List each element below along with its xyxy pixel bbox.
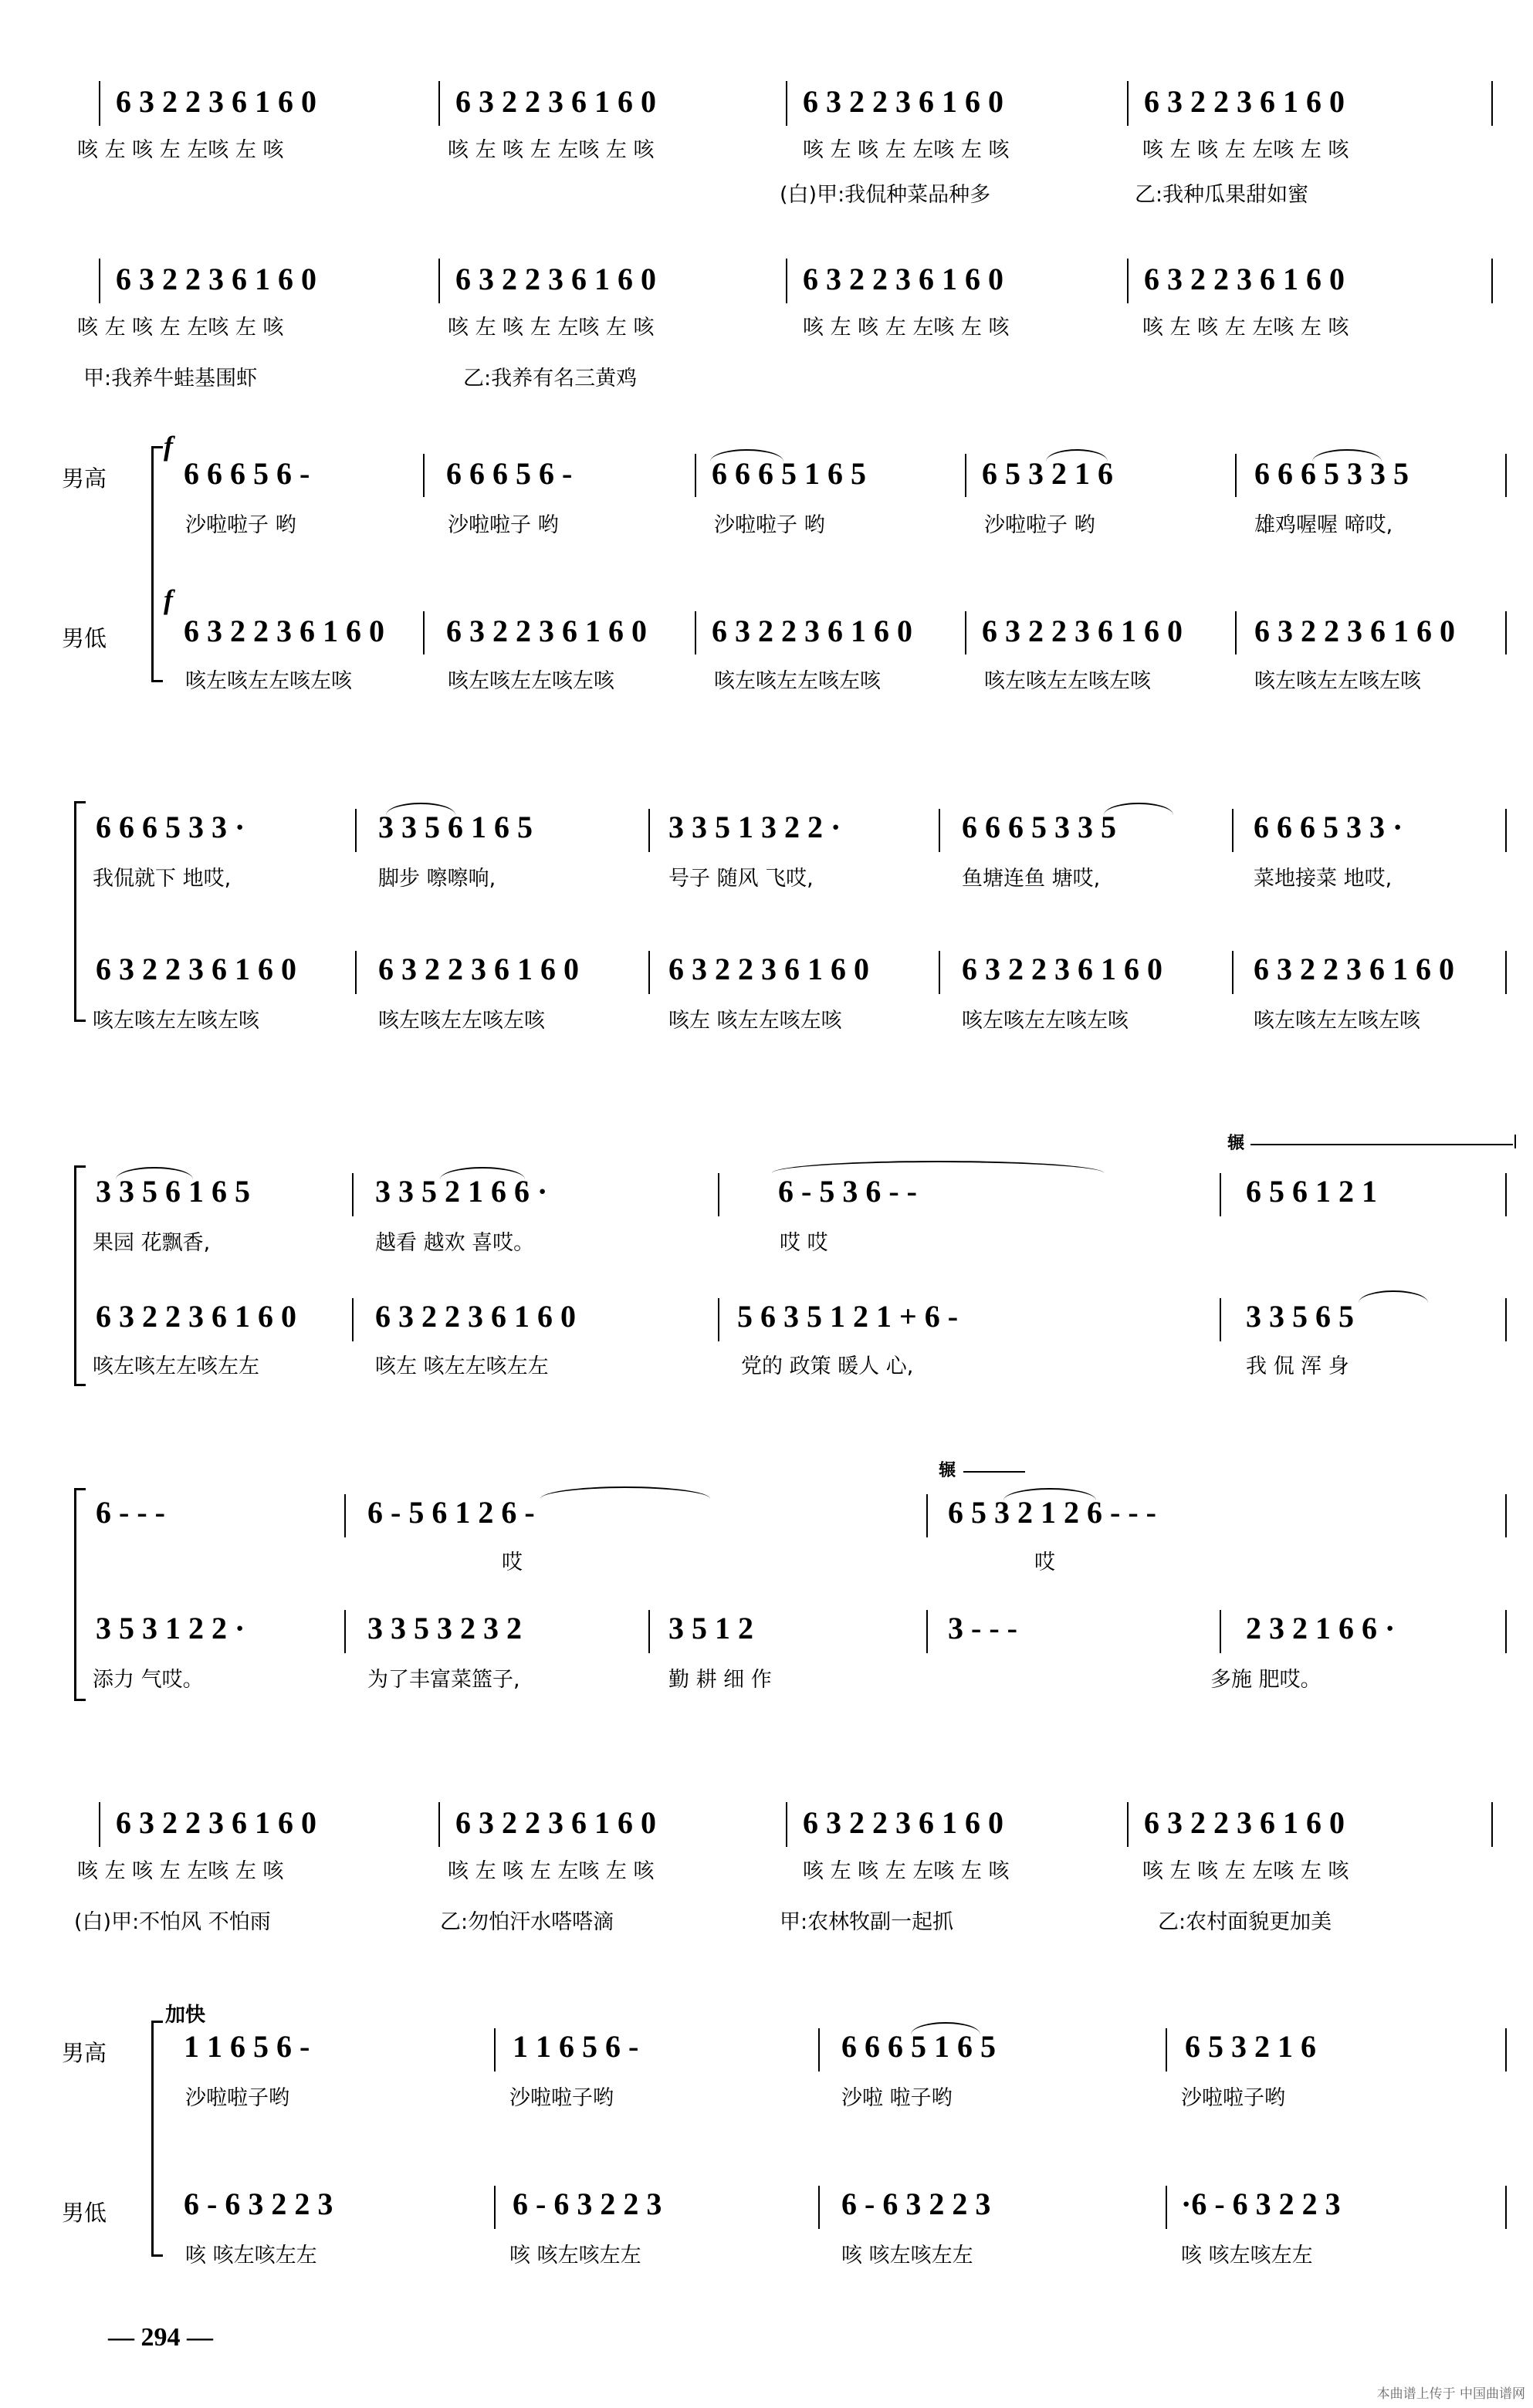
spoken-line: 乙:农村面貌更加美 [1158, 1910, 1332, 1934]
notes-measure: 6 3 2 2 3 6 1 6 0 [116, 262, 316, 296]
lyric-line: 多施 肥哎。 [1210, 1668, 1321, 1692]
barline [695, 454, 696, 497]
notes-measure: 3 3 5 6 1 6 5 [96, 1174, 250, 1209]
notes-measure: 6 3 2 2 3 6 1 6 0 [1144, 84, 1345, 119]
tempo-marking: 加快 [165, 2004, 206, 2027]
barline [438, 81, 440, 126]
notes-measure: 6 3 2 2 3 6 1 6 0 [378, 952, 579, 986]
notes-measure: 1 1 6 5 6 - [513, 2029, 639, 2064]
lyric-line: 咳 左 咳 左 左咳 左 咳 [77, 138, 284, 162]
barline [786, 81, 787, 126]
notes-measure: 6 3 2 2 3 6 1 6 0 [455, 262, 656, 296]
notes-measure: 3 - - - [948, 1611, 1017, 1645]
notes-measure: 3 3 5 6 1 6 5 [378, 810, 533, 844]
lyric-line: 沙啦啦子 哟 [714, 513, 825, 537]
barline [1505, 1298, 1507, 1341]
barline [1505, 1494, 1507, 1537]
barline [352, 1298, 354, 1341]
slur [386, 803, 455, 815]
barline [1166, 2186, 1167, 2229]
barline [355, 809, 357, 852]
spoken-line: 乙:勿怕汗水嗒嗒滴 [440, 1910, 614, 1934]
spoken-line: 乙:我养有名三黄鸡 [463, 367, 638, 391]
barline [1127, 1802, 1129, 1847]
barline [818, 2028, 820, 2071]
spoken-line: (白)甲:我侃种菜品种多 [780, 183, 991, 207]
barline [786, 259, 787, 303]
part-label-bass: 男低 [62, 2200, 107, 2226]
lyric-line: 咳 咳左咳左左 [841, 2244, 973, 2268]
notes-measure: 6 3 2 2 3 6 1 6 0 [803, 1805, 1003, 1840]
barline [1505, 809, 1507, 852]
notes-measure: 6 - - - [96, 1495, 165, 1530]
notes-measure: 5 6 3 5 1 2 1 + 6 - [737, 1299, 959, 1334]
lyric-line: 咳左咳左左咳左咳 [93, 1009, 259, 1033]
notes-measure: 6 3 2 2 3 6 1 6 0 [116, 84, 316, 119]
lyric-line: 沙啦啦子 哟 [448, 513, 559, 537]
barline [648, 1610, 650, 1653]
barline [423, 454, 425, 497]
barline [1505, 2186, 1507, 2229]
lyric-line: 我 侃 浑 身 [1246, 1354, 1349, 1378]
lyric-line: 咳左咳左左咳左咳 [448, 669, 614, 693]
slur [1312, 449, 1382, 462]
barline [1514, 1135, 1516, 1148]
barline [786, 1802, 787, 1847]
part-label-tenor: 男高 [62, 465, 107, 492]
notes-measure: 6 6 6 5 3 3 5 [1254, 456, 1409, 491]
notes-measure: 6 3 2 2 3 6 1 6 0 [803, 262, 1003, 296]
lyric-line: 咳左咳左左咳左咳 [714, 669, 881, 693]
barline [939, 809, 940, 852]
lyric-line: 号子 随风 飞哎, [668, 867, 814, 891]
lyric-line: 哎 [502, 1551, 523, 1574]
staff-brace [74, 1488, 86, 1701]
barline [1505, 2028, 1507, 2071]
notes-measure: 6 - 6 3 2 2 3 [184, 2186, 333, 2221]
barline [926, 1610, 928, 1653]
notes-measure: 1 1 6 5 6 - [184, 2029, 310, 2064]
credit-text: 本曲谱上传于 中国曲谱网 [1376, 2386, 1525, 2402]
notes-measure: 6 3 2 2 3 6 1 6 0 [1144, 1805, 1345, 1840]
barline [1491, 259, 1493, 303]
barline [648, 951, 650, 994]
slur [1003, 1488, 1096, 1500]
slur [911, 2022, 980, 2034]
lyric-line: 沙啦 啦子哟 [841, 2086, 953, 2110]
lyric-line: 党的 政策 暖人 心, [741, 1354, 914, 1378]
barline [1505, 454, 1507, 497]
barline [1235, 611, 1237, 654]
lyric-line: 咳 咳左咳左左 [509, 2244, 641, 2268]
barline [423, 611, 425, 654]
lyric-line: 咳 左 咳 左 左咳 左 咳 [448, 316, 655, 340]
slur [440, 1167, 525, 1179]
barline [718, 1173, 719, 1216]
notes-measure: 6 6 6 5 1 6 5 [841, 2029, 996, 2064]
barline [1505, 951, 1507, 994]
notes-measure: 6 6 6 5 1 6 5 [712, 456, 866, 491]
barline [352, 1173, 354, 1216]
notes-measure: 6 - 6 3 2 2 3 [841, 2186, 991, 2221]
lyric-line: 咳 左 咳 左 左咳 左 咳 [803, 316, 1010, 340]
trill-line [963, 1471, 1025, 1473]
part-label-tenor: 男高 [62, 2040, 107, 2066]
notes-measure: 2 3 2 1 6 6 · [1246, 1611, 1396, 1645]
lyric-line: 咳左咳左左咳左左 [93, 1354, 259, 1378]
notes-measure: 6 3 2 2 3 6 1 6 0 [982, 614, 1183, 648]
lyric-line: 咳左 咳左左咳左咳 [668, 1009, 842, 1033]
notes-measure: 6 3 2 2 3 6 1 6 0 [375, 1299, 576, 1334]
barline [1220, 1610, 1221, 1653]
lyric-line: 咳 左 咳 左 左咳 左 咳 [803, 1859, 1010, 1883]
trill-line [1250, 1144, 1513, 1145]
lyric-line: 咳左咳左左咳左咳 [1254, 669, 1421, 693]
lyric-line: 雄鸡喔喔 啼哎, [1254, 513, 1393, 537]
lyric-line: 咳 咳左咳左左 [1181, 2244, 1313, 2268]
system-1 [0, 69, 1533, 207]
notes-measure: 3 3 5 1 3 2 2 · [668, 810, 841, 844]
notes-measure: 6 3 2 2 3 6 1 6 0 [96, 1299, 296, 1334]
slur [710, 449, 783, 462]
spoken-line: (白)甲:不怕风 不怕雨 [74, 1910, 271, 1934]
notes-measure: 6 5 3 2 1 2 6 - - - [948, 1495, 1156, 1530]
staff-brace [74, 801, 86, 1022]
lyric-line: 添力 气哎。 [93, 1668, 204, 1692]
spoken-line: 甲:我养牛蛙基围虾 [83, 367, 258, 391]
notes-measure: 6 3 2 2 3 6 1 6 0 [96, 952, 296, 986]
system-5 [0, 1119, 1533, 1397]
barline [1232, 809, 1234, 852]
barline [695, 611, 696, 654]
notes-measure: 6 3 2 2 3 6 1 6 0 [455, 1805, 656, 1840]
notes-measure: 3 3 5 2 1 6 6 · [375, 1174, 548, 1209]
system-8 [0, 1984, 1533, 2277]
part-label-bass: 男低 [62, 625, 107, 651]
barline [939, 951, 940, 994]
barline [99, 1802, 100, 1847]
notes-measure: 6 3 2 2 3 6 1 6 0 [184, 614, 384, 648]
lyric-line: 菜地接菜 地哎, [1254, 867, 1393, 891]
notes-measure: 6 5 6 1 2 1 [1246, 1174, 1377, 1209]
lyric-line: 咳左咳左左咳左咳 [378, 1009, 545, 1033]
lyric-line: 咳左咳左左咳左咳 [1254, 1009, 1420, 1033]
lyric-line: 哎 哎 [780, 1231, 828, 1255]
notes-measure: 3 5 1 2 [668, 1611, 753, 1645]
dynamic-forte: f [164, 431, 173, 462]
lyric-line: 勤 耕 细 作 [668, 1668, 772, 1692]
barline [494, 2028, 496, 2071]
system-2 [0, 247, 1533, 391]
lyric-line: 沙啦啦子哟 [509, 2086, 614, 2110]
page-number: — 294 — [108, 2323, 213, 2352]
lyric-line: 咳 左 咳 左 左咳 左 咳 [1142, 1859, 1349, 1883]
lyric-line: 哎 [1034, 1551, 1055, 1574]
notes-measure: 6 3 2 2 3 6 1 6 0 [668, 952, 869, 986]
notes-measure: 6 3 2 2 3 6 1 6 0 [446, 614, 647, 648]
lyric-line: 咳 左 咳 左 左咳 左 咳 [77, 1859, 284, 1883]
lyric-line: 咳左 咳左左咳左左 [375, 1354, 549, 1378]
notes-measure: 6 6 6 5 3 3 · [96, 810, 245, 844]
notes-measure: 6 3 2 2 3 6 1 6 0 [116, 1805, 316, 1840]
notes-measure: 6 6 6 5 6 - [184, 456, 310, 491]
notes-measure: 6 3 2 2 3 6 1 6 0 [962, 952, 1162, 986]
notes-measure: 6 5 3 2 1 6 [982, 456, 1113, 491]
lyric-line: 咳左咳左左咳左咳 [185, 669, 352, 693]
notes-measure: 6 3 2 2 3 6 1 6 0 [1144, 262, 1345, 296]
lyric-line: 我侃就下 地哎, [93, 867, 232, 891]
lyric-line: 为了丰富菜篮子, [367, 1668, 520, 1692]
system-6 [0, 1443, 1533, 1706]
system-4 [0, 787, 1533, 1042]
slur [1359, 1290, 1428, 1303]
lyric-line: 沙啦啦子 哟 [185, 513, 296, 537]
slur [772, 1161, 1104, 1173]
barline [1220, 1173, 1221, 1216]
lyric-line: 咳左咳左左咳左咳 [984, 669, 1151, 693]
trill-mark: 辗 [939, 1460, 956, 1480]
lyric-line: 沙啦啦子 哟 [984, 513, 1095, 537]
barline [344, 1610, 346, 1653]
lyric-line: 沙啦啦子哟 [1181, 2086, 1285, 2110]
lyric-line: 咳 左 咳 左 左咳 左 咳 [1142, 316, 1349, 340]
spoken-line: 甲:农林牧副一起抓 [780, 1910, 954, 1934]
notes-measure: 6 3 2 2 3 6 1 6 0 [712, 614, 912, 648]
barline [965, 611, 966, 654]
lyric-line: 咳 左 咳 左 左咳 左 咳 [448, 1859, 655, 1883]
slur [1046, 449, 1108, 462]
barline [965, 454, 966, 497]
barline [1166, 2028, 1167, 2071]
barline [926, 1494, 928, 1537]
barline [1505, 611, 1507, 654]
lyric-line: 越看 越欢 喜哎。 [375, 1231, 535, 1255]
notes-measure: 6 - 6 3 2 2 3 [513, 2186, 662, 2221]
barline [1505, 1610, 1507, 1653]
notes-measure: 6 3 2 2 3 6 1 6 0 [803, 84, 1003, 119]
dynamic-forte: f [164, 584, 173, 615]
lyric-line: 果园 花飘香, [93, 1231, 211, 1255]
lyric-line: 咳 咳左咳左左 [185, 2244, 317, 2268]
barline [718, 1298, 719, 1341]
notes-measure: 6 3 2 2 3 6 1 6 0 [455, 84, 656, 119]
slur [1104, 803, 1173, 815]
barline [438, 259, 440, 303]
barline [1127, 81, 1129, 126]
notes-measure: 6 - 5 6 1 2 6 - [367, 1495, 535, 1530]
lyric-line: 沙啦啦子哟 [185, 2086, 289, 2110]
barline [1505, 1173, 1507, 1216]
notes-measure: 6 3 2 2 3 6 1 6 0 [1254, 952, 1454, 986]
notes-measure: 6 6 6 5 3 3 5 [962, 810, 1116, 844]
barline [1232, 951, 1234, 994]
barline [355, 951, 357, 994]
barline [818, 2186, 820, 2229]
notes-measure: 3 3 5 6 5 [1246, 1299, 1354, 1334]
barline [1235, 454, 1237, 497]
notes-measure: 6 6 6 5 6 - [446, 456, 573, 491]
staff-brace [151, 2021, 163, 2257]
staff-brace [151, 446, 163, 682]
notes-measure: 6 - 5 3 6 - - [778, 1174, 917, 1209]
notes-measure: 3 5 3 1 2 2 · [96, 1611, 245, 1645]
slur [116, 1167, 193, 1179]
notes-measure: 6 3 2 2 3 6 1 6 0 [1254, 614, 1455, 648]
trill-mark: 辗 [1227, 1133, 1245, 1152]
system-7 [0, 1791, 1533, 1945]
spoken-line: 乙:我种瓜果甜如蜜 [1135, 183, 1309, 207]
barline [99, 81, 100, 126]
lyric-line: 咳 左 咳 左 左咳 左 咳 [448, 138, 655, 162]
barline [1127, 259, 1129, 303]
slur [540, 1486, 710, 1499]
lyric-line: 脚步 嚓嚓响, [378, 867, 496, 891]
lyric-line: 咳 左 咳 左 左咳 左 咳 [77, 316, 284, 340]
barline [1491, 1802, 1493, 1847]
notes-measure: 6 5 3 2 1 6 [1185, 2029, 1316, 2064]
system-3 [0, 432, 1533, 725]
barline [648, 809, 650, 852]
barline [494, 2186, 496, 2229]
lyric-line: 鱼塘连鱼 塘哎, [962, 867, 1101, 891]
barline [1220, 1298, 1221, 1341]
notes-measure: ·6 - 6 3 2 2 3 [1181, 2186, 1341, 2221]
barline [1491, 81, 1493, 126]
barline [438, 1802, 440, 1847]
site-credit [1377, 2383, 1525, 2402]
lyric-line: 咳 左 咳 左 左咳 左 咳 [1142, 138, 1349, 162]
lyric-line: 咳 左 咳 左 左咳 左 咳 [803, 138, 1010, 162]
notes-measure: 6 6 6 5 3 3 · [1254, 810, 1403, 844]
barline [344, 1494, 346, 1537]
barline [99, 259, 100, 303]
lyric-line: 咳左咳左左咳左咳 [962, 1009, 1129, 1033]
staff-brace [74, 1165, 86, 1386]
notes-measure: 3 3 5 3 2 3 2 [367, 1611, 522, 1645]
